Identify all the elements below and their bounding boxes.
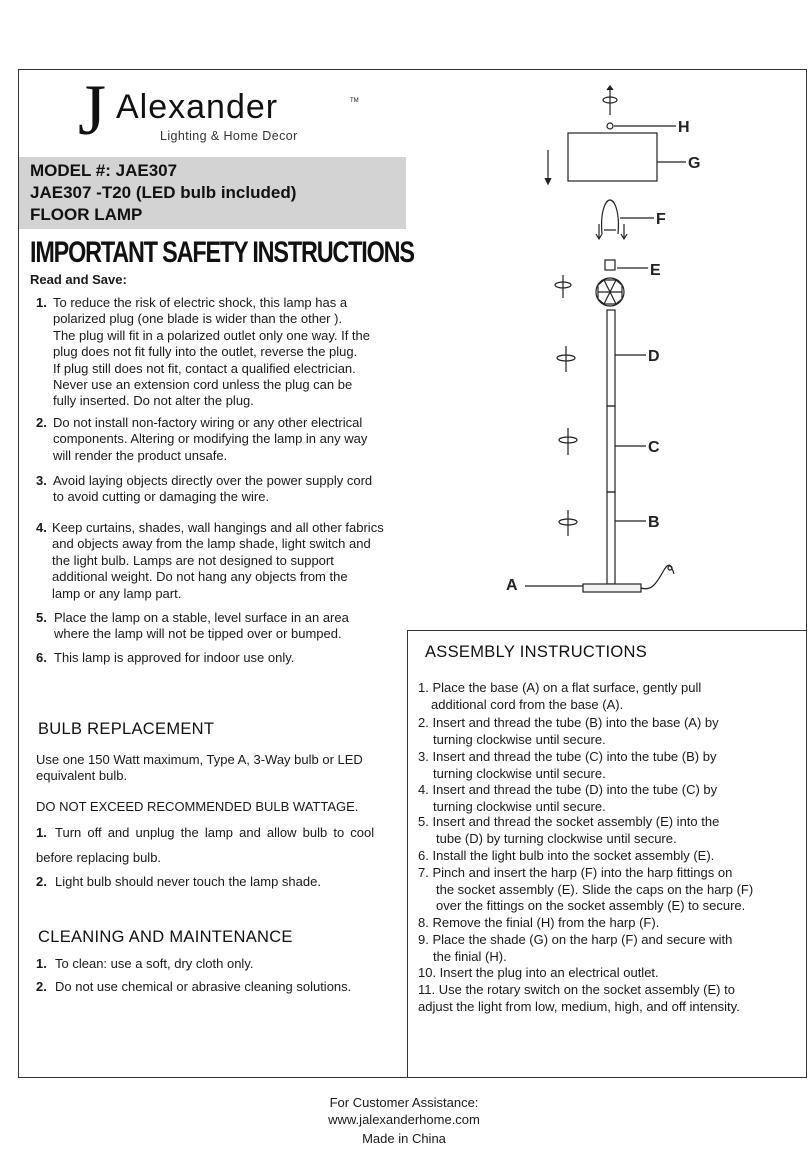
step-line: 9. Place the shade (G) on the harp (F) and secure with [418,932,733,947]
step-line: 8. Remove the finial (H) from the harp (F). [418,915,660,930]
safety-title: IMPORTANT SAFETY INSTRUCTIONS [30,236,414,269]
logo-tagline: Lighting & Home Decor [160,129,298,143]
step-line: 1. Place the base (A) on a flat surface, gently pull [418,680,702,695]
cleaning-step-number: 2. [36,979,47,994]
step-line: 2. Insert and thread the tube (B) into the base (A) by [418,715,719,730]
step-line: tube (D) by turning clockwise until secure. [436,830,677,846]
label-a: A [506,577,518,594]
step-line: the finial (H). [433,948,507,964]
step-line: additional cord from the base (A). [431,696,624,712]
step-line: 7. Pinch and insert the harp (F) into the harp fittings on [418,865,733,880]
step-line: over the fittings on the socket assembly (E) to secure. [436,898,746,913]
item-line: Never use an extension cord unless the plug can be [53,377,353,392]
item-line: components. Altering or modifying the lamp in any way [53,431,368,447]
item-line: lamp or any lamp part. [52,585,182,601]
step-line: the socket assembly (E). Slide the caps on the harp (F) [436,881,754,897]
assembly-step-2 [418,715,788,748]
product-type: FLOOR LAMP [30,205,143,224]
logo-letter: J [78,72,107,150]
assembly-step-3 [418,749,788,782]
step-line: 6. Install the light bulb into the socket assembly (E). [418,848,715,863]
decorative-sphere [596,278,624,306]
harp-cap-arrow-icon [621,224,627,239]
down-arrow-icon [545,150,551,184]
step-line: 4. Insert and thread the tube (D) into the tube (C) by [418,782,718,797]
tube-c [607,406,615,492]
step-line: turning clockwise until secure. [433,731,606,747]
shade-g [568,133,657,181]
rotate-arrow-icon [559,510,577,536]
rotate-arrow-icon [603,86,617,115]
footer-assistance: For Customer Assistance: [329,1095,479,1110]
cleaning-title: CLEANING AND MAINTENANCE [38,928,293,946]
assembly-step-6 [418,848,788,865]
item-number: 2. [36,415,47,430]
assembly-step-10 [418,965,788,982]
item-line: plug does not fit fully into the outlet, reverse the plug. [53,344,358,360]
brand-logo [78,72,378,152]
rotate-arrow-icon [555,275,571,298]
footer-origin: Made in China [362,1131,446,1146]
tube-d [607,310,615,406]
rotate-arrow-icon [559,428,577,455]
item-line: the light bulb. Lamps are not designed to support [52,552,334,568]
step-line: 11. Use the rotary switch on the socket assembly (E) to [418,982,735,997]
label-b: B [648,514,660,531]
cleaning-step-number: 1. [36,956,47,971]
item-number: 6. [36,650,47,665]
bulb-replacement-title: BULB REPLACEMENT [38,720,215,738]
item-line: and objects away from the lamp shade, light switch and [52,536,371,552]
item-number: 5. [36,610,47,625]
assembly-step-7 [418,865,788,915]
item-number: 4. [36,520,47,535]
item-line: Avoid laying objects directly over the power supply cord [53,473,373,488]
assembly-step-4 [418,782,788,815]
step-line: 3. Insert and thread the tube (C) into the tube (B) by [418,749,717,764]
assembly-title: ASSEMBLY INSTRUCTIONS [425,643,648,661]
bulb-step-number: 1. [36,825,47,840]
assembly-step-8 [418,915,788,932]
section-divider-horizontal [407,630,807,631]
bulb-warning: DO NOT EXCEED RECOMMENDED BULB WATTAGE. [36,799,359,814]
item-line: to avoid cutting or damaging the wire. [53,489,270,505]
item-line: The plug will fit in a polarized outlet only one way. If the [53,327,370,343]
item-line: Place the lamp on a stable, level surface in an area [54,610,349,625]
item-number: 1. [36,295,47,310]
socket-e [605,260,615,270]
item-number: 3. [36,473,47,488]
step-line: adjust the light from low, medium, high, and off intensity. [418,998,740,1014]
item-line: fully inserted. Do not alter the plug. [53,393,254,409]
label-f: F [656,211,666,228]
label-d: D [648,348,660,365]
power-cord [641,565,674,589]
cleaning-step-2: Do not use chemical or abrasive cleaning solutions. [55,979,352,994]
bulb-step-1: Turn off and unplug the lamp and allow bulb to cool [55,825,375,840]
assembly-step-9 [418,932,788,965]
bulb-step-number: 2. [36,874,47,889]
label-g: G [688,155,701,172]
model-variant: JAE307 -T20 (LED bulb included) [30,183,297,202]
logo-tm: TM [350,98,359,104]
bulb-intro-line: equivalent bulb. [36,768,128,783]
assembly-step-1 [418,680,788,713]
item-line: additional weight. Do not hang any objects from the [52,569,348,585]
section-divider-vertical [407,630,408,1078]
bulb-step-2: Light bulb should never touch the lamp shade. [55,874,321,889]
item-line: This lamp is approved for indoor use only. [54,650,295,665]
footer-website[interactable]: www.jalexanderhome.com [328,1112,480,1127]
bulb-step-1-cont: before replacing bulb. [36,850,162,865]
item-line: If plug still does not fit, contact a qualified electrician. [53,360,356,376]
model-number: MODEL #: JAE307 [30,161,178,180]
item-line: To reduce the risk of electric shock, this lamp has a [53,295,348,310]
step-line: 5. Insert and thread the socket assembly (E) into the [418,814,720,829]
item-line: Do not install non-factory wiring or any other electrical [53,415,363,430]
item-line: where the lamp will not be tipped over or bumped. [54,626,342,642]
label-c: C [648,439,660,456]
base-a [583,584,641,592]
assembly-step-5 [418,814,788,847]
lamp-assembly-diagram [408,70,806,630]
step-line: turning clockwise until secure. [433,798,606,814]
tube-b [607,492,615,584]
item-line: Keep curtains, shades, wall hangings and all other fabrics [52,520,384,535]
rotate-arrow-icon [557,346,575,372]
harp-f [602,200,619,234]
step-line: turning clockwise until secure. [433,765,606,781]
read-and-save: Read and Save: [30,272,127,287]
label-h: H [678,119,690,136]
label-e: E [650,262,661,279]
step-line: 10. Insert the plug into an electrical outlet. [418,965,659,980]
logo-name: Alexander [116,88,279,126]
finial-h [607,123,613,129]
item-line: will render the product unsafe. [53,447,228,463]
cleaning-step-1: To clean: use a soft, dry cloth only. [55,956,254,971]
item-line: polarized plug (one blade is wider than the other ). [53,311,343,327]
bulb-intro-line: Use one 150 Watt maximum, Type A, 3-Way bulb or LED [36,752,363,767]
assembly-step-11 [418,982,798,1015]
